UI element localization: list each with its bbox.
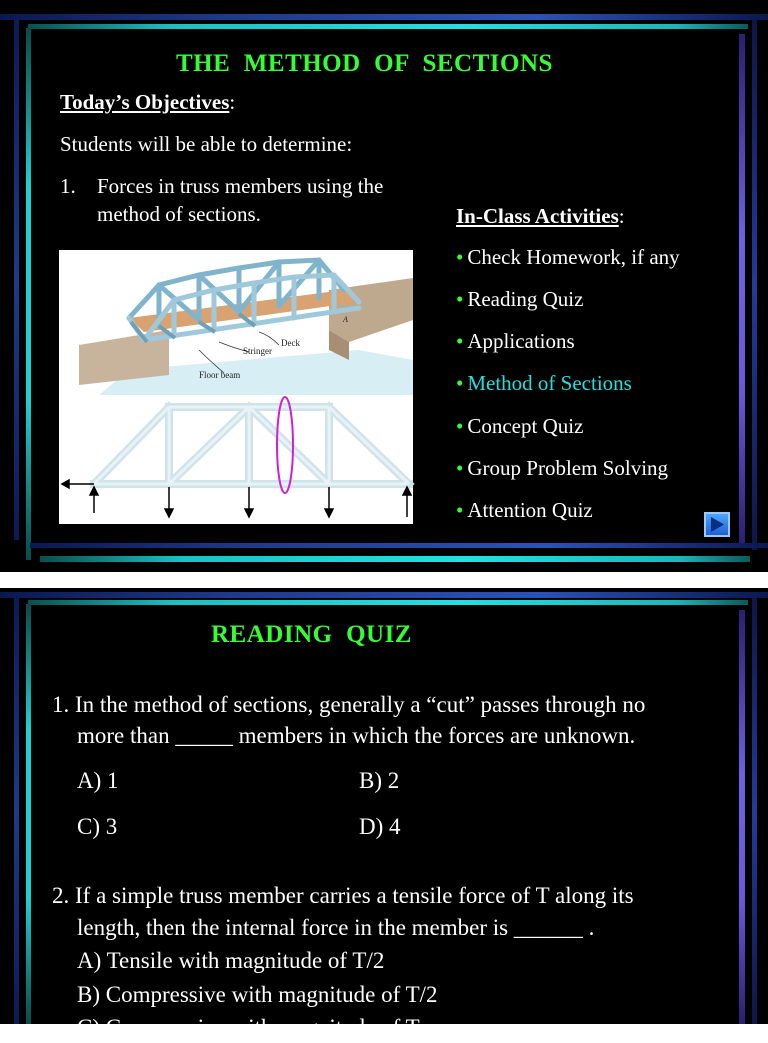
right-accent-bar bbox=[739, 34, 745, 544]
right-accent-bar bbox=[739, 610, 745, 1024]
truss-bridge-illustration bbox=[59, 250, 413, 524]
top-accent-bar-cyan bbox=[28, 600, 748, 605]
question-1-option: C) 3 bbox=[77, 814, 118, 839]
objectives-intro: Students will be able to determine: bbox=[60, 132, 353, 156]
next-slide-button[interactable] bbox=[704, 512, 730, 537]
truss-figure bbox=[59, 250, 413, 524]
question-2-option: C) Compressive with magnitude of T bbox=[77, 1015, 420, 1040]
top-accent-bar bbox=[0, 14, 768, 20]
left-accent-bar bbox=[14, 20, 19, 540]
label-deck: Deck bbox=[281, 338, 300, 348]
bottom-accent-bar-cyan bbox=[40, 556, 750, 562]
top-accent-bar bbox=[0, 592, 768, 598]
objectives-heading: Today’s Objectives bbox=[60, 90, 230, 114]
bottom-accent-bar bbox=[30, 543, 768, 548]
top-accent-bar-cyan bbox=[28, 24, 748, 29]
label-stringer: Stringer bbox=[243, 346, 272, 356]
left-accent-bar-cyan bbox=[26, 604, 31, 1024]
activity-item: • Check Homework, if any bbox=[456, 245, 680, 269]
question-1-option: A) 1 bbox=[77, 768, 119, 793]
activity-item: • Applications bbox=[456, 329, 575, 353]
objectives-heading-line bbox=[60, 88, 235, 116]
question-2-line-2: length, then the internal force in the member is ______ . bbox=[77, 915, 595, 940]
question-2-option: B) Compressive with magnitude of T/2 bbox=[77, 982, 438, 1007]
activities-colon: : bbox=[618, 204, 625, 228]
slide-title: READING QUIZ bbox=[211, 621, 412, 648]
left-accent-bar bbox=[14, 598, 19, 1024]
slide-title: THE METHOD OF SECTIONS bbox=[176, 50, 553, 77]
activities-heading: In-Class Activities bbox=[456, 204, 619, 228]
objective-1-number: 1. bbox=[60, 174, 76, 198]
activity-item: • Group Problem Solving bbox=[456, 456, 669, 480]
slide-reading-quiz bbox=[0, 588, 768, 1040]
question-1-line-2: more than _____ members in which the forces are unknown. bbox=[77, 723, 636, 748]
label-point-a: A bbox=[343, 315, 348, 324]
objectives-colon: : bbox=[229, 90, 236, 114]
question-1-option: B) 2 bbox=[359, 768, 400, 793]
play-right-icon bbox=[706, 514, 728, 535]
question-2-option: A) Tensile with magnitude of T/2 bbox=[77, 948, 385, 973]
right-accent-bar-dark bbox=[752, 20, 757, 550]
label-floor-beam: Floor beam bbox=[199, 370, 241, 380]
activity-item: • Attention Quiz bbox=[456, 498, 593, 522]
objective-1-line-1: Forces in truss members using the bbox=[97, 174, 384, 198]
right-accent-bar-dark bbox=[752, 598, 757, 1024]
question-2-line-1: 2. If a simple truss member carries a tensile force of T along its bbox=[52, 883, 634, 908]
truss-diagram bbox=[59, 395, 413, 524]
activity-item: • Reading Quiz bbox=[456, 287, 584, 311]
left-accent-bar-cyan bbox=[26, 28, 31, 560]
question-1-line-1: 1. In the method of sections, generally a “cut” passes through no bbox=[52, 692, 646, 717]
activity-item-active: • Method of Sections bbox=[456, 371, 632, 395]
objective-1-line-2: method of sections. bbox=[97, 202, 261, 226]
activities-heading-line bbox=[456, 202, 625, 230]
activity-item: • Concept Quiz bbox=[456, 414, 584, 438]
question-1-option: D) 4 bbox=[359, 814, 401, 839]
